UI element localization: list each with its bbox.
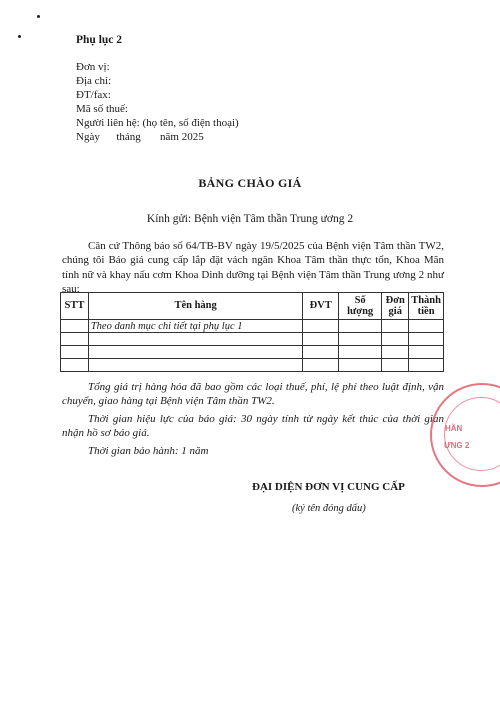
table-cell [382,320,409,333]
stamp-text-line-2: ƯNG 2 [444,441,470,450]
quote-table [60,292,444,372]
note-validity-text: Thời gian hiệu lực của báo giá: 30 ngày tính từ ngày kết thúc của thời gian nhận hồ sơ báo giá. [62,413,444,440]
sender-unit-line: Đơn vị: [76,61,110,73]
sender-address-line: Địa chỉ: [76,75,112,87]
table-row [61,359,444,372]
stamp-text-line-1: HẦN [445,424,463,433]
scan-mark-dot [18,35,21,38]
header-stt: STT [61,293,89,320]
table-cell [382,346,409,359]
table-cell [61,359,89,372]
table-cell [88,359,303,372]
note-warranty-text: Thời gian bảo hành: 1 năm [88,445,209,457]
appendix-label: Phụ lục 2 [76,34,123,46]
note-warranty-paragraph [62,444,444,458]
table-cell [88,346,303,359]
date-line: Ngày tháng năm 2025 [76,131,204,143]
signature-note: (ký tên đóng dấu) [292,503,366,514]
scan-mark-dot [37,15,40,18]
table-cell [338,359,381,372]
sender-phone-line: ĐT/fax: [76,89,111,101]
sender-contact-line: Người liên hệ: (họ tên, số điện thoại) [76,117,239,129]
table-row [61,346,444,359]
header-unit: ĐVT [303,293,339,320]
table-cell [303,333,339,346]
signature-title: ĐẠI DIỆN ĐƠN VỊ CUNG CẤP [252,481,405,493]
document-title: BẢNG CHÀO GIÁ [198,176,302,190]
table-cell-item: Theo danh mục chi tiết tại phụ lục 1 [88,320,303,333]
header-quantity: Số lượng [338,293,381,320]
recipient-line: Kính gửi: Bệnh viện Tâm thần Trung ương 2 [146,213,354,225]
table-cell [409,359,444,372]
table-cell [409,320,444,333]
table-cell [61,333,89,346]
table-cell [88,333,303,346]
table-cell [338,333,381,346]
note-taxes-paragraph [62,380,444,409]
intro-paragraph [62,239,444,296]
table-cell [382,359,409,372]
table-cell [382,333,409,346]
table-cell [61,320,89,333]
intro-text: Căn cứ Thông báo số 64/TB-BV ngày 19/5/2025 của Bệnh viện Tâm thần TW2, chúng tôi Báo giá cung cấp lắp đặt vách ngăn Khoa Tâm thần thực tổn, Khoa Mãn tính nữ và khay nấu cơm Khoa Dinh dưỡng tại Bệnh viện Tâm thần Trung ương 2 như sau: [62,240,444,295]
table-cell [338,346,381,359]
table-cell [303,359,339,372]
table-cell [303,320,339,333]
table-header-row [61,293,444,320]
header-amount: Thành tiền [409,293,444,320]
note-validity-paragraph [62,412,444,441]
sender-taxcode-line: Mã số thuế: [76,103,128,115]
table-cell [61,346,89,359]
table-cell [303,346,339,359]
table-cell [338,320,381,333]
table-cell [409,333,444,346]
table-row [61,320,444,333]
note-taxes-text: Tổng giá trị hàng hóa đã bao gồm các loại thuế, phí, lệ phí theo luật định, vận chuyển, giao hàng tại Bệnh viện Tâm thần TW2. [62,381,444,408]
header-item-name: Tên hàng [88,293,303,320]
header-unit-price: Đơn giá [382,293,409,320]
table-cell [409,346,444,359]
table-row [61,333,444,346]
